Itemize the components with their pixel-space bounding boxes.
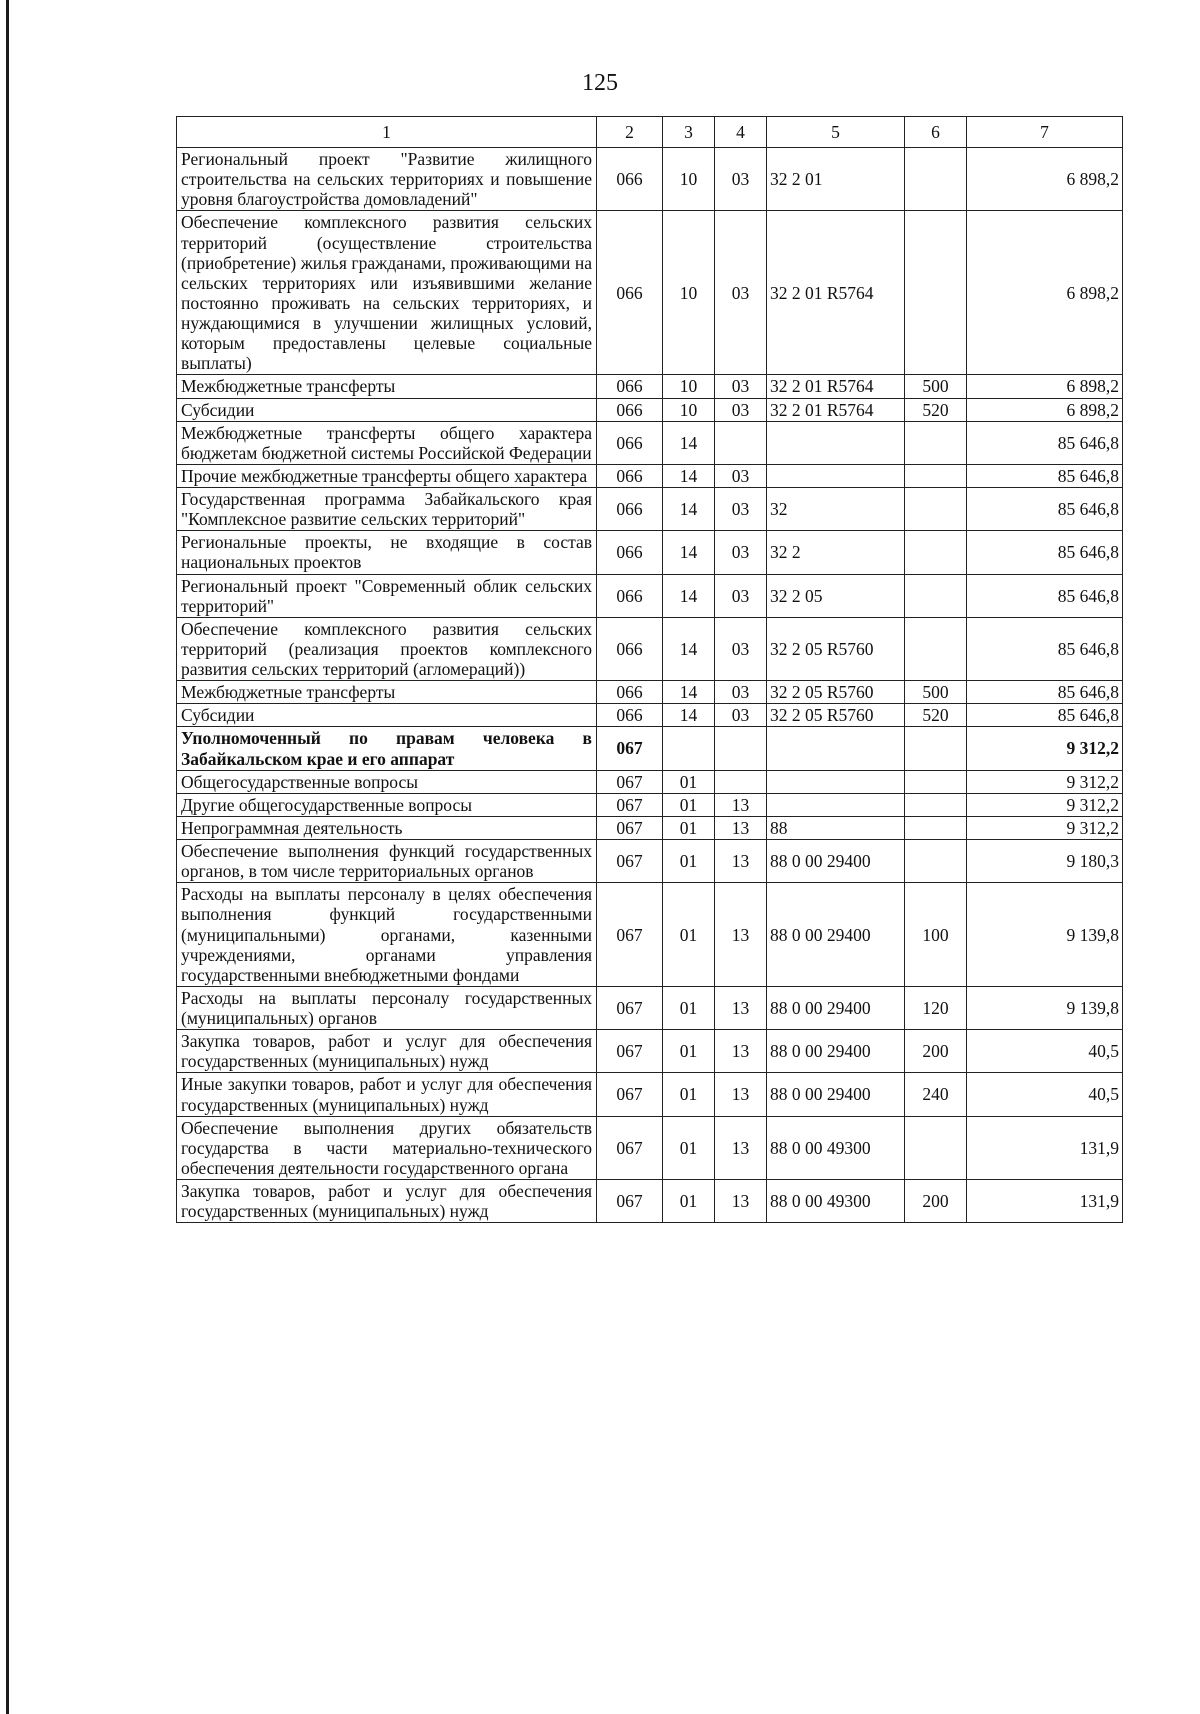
- row-name-cell: Субсидии: [177, 704, 597, 727]
- row-section-cell: 01: [663, 793, 715, 816]
- row-ministry-code-cell: 067: [597, 1073, 663, 1116]
- row-amount-cell: 6 898,2: [967, 148, 1123, 211]
- row-amount-cell: 40,5: [967, 1030, 1123, 1073]
- row-name-cell: Субсидии: [177, 398, 597, 421]
- table-row: [177, 375, 1123, 398]
- row-amount-cell: 85 646,8: [967, 681, 1123, 704]
- column-header-6: 6: [905, 117, 967, 148]
- row-target-article-cell: [767, 793, 905, 816]
- row-target-article-cell: 32 2 05: [767, 574, 905, 617]
- row-subsection-cell: 13: [715, 883, 767, 987]
- row-name-cell: Непрограммная деятельность: [177, 816, 597, 839]
- table-row: [177, 727, 1123, 770]
- row-name-cell: Региональный проект "Современный облик сельских территорий": [177, 574, 597, 617]
- row-section-cell: 10: [663, 148, 715, 211]
- row-ministry-code-cell: 066: [597, 681, 663, 704]
- row-ministry-code-cell: 067: [597, 1116, 663, 1179]
- row-target-article-cell: [767, 464, 905, 487]
- row-name-cell: Государственная программа Забайкальского края "Комплексное развитие сельских территорий": [177, 488, 597, 531]
- row-target-article-cell: [767, 421, 905, 464]
- scan-edge-line: [6, 0, 9, 1714]
- row-subsection-cell: 13: [715, 1116, 767, 1179]
- row-name-cell: Общегосударственные вопросы: [177, 770, 597, 793]
- row-target-article-cell: 88 0 00 49300: [767, 1116, 905, 1179]
- row-target-article-cell: 88 0 00 29400: [767, 986, 905, 1029]
- row-subsection-cell: 03: [715, 464, 767, 487]
- row-ministry-code-cell: 067: [597, 1180, 663, 1223]
- row-amount-cell: 6 898,2: [967, 398, 1123, 421]
- row-expense-type-cell: [905, 148, 967, 211]
- column-header-2: 2: [597, 117, 663, 148]
- row-ministry-code-cell: 067: [597, 883, 663, 987]
- table-row: [177, 1180, 1123, 1223]
- row-subsection-cell: 03: [715, 617, 767, 680]
- row-expense-type-cell: 520: [905, 704, 967, 727]
- row-subsection-cell: 13: [715, 816, 767, 839]
- row-subsection-cell: 03: [715, 681, 767, 704]
- row-target-article-cell: 32 2 01 R5764: [767, 398, 905, 421]
- row-section-cell: 01: [663, 840, 715, 883]
- row-ministry-code-cell: 066: [597, 704, 663, 727]
- row-target-article-cell: 32 2: [767, 531, 905, 574]
- row-expense-type-cell: [905, 793, 967, 816]
- row-expense-type-cell: [905, 770, 967, 793]
- row-subsection-cell: 13: [715, 793, 767, 816]
- table-row: [177, 986, 1123, 1029]
- row-ministry-code-cell: 067: [597, 840, 663, 883]
- row-expense-type-cell: [905, 727, 967, 770]
- row-section-cell: 10: [663, 398, 715, 421]
- row-name-cell: Иные закупки товаров, работ и услуг для обеспечения государственных (муниципальных) нужд: [177, 1073, 597, 1116]
- row-ministry-code-cell: 067: [597, 770, 663, 793]
- row-amount-cell: 85 646,8: [967, 464, 1123, 487]
- row-subsection-cell: [715, 770, 767, 793]
- row-amount-cell: 9 312,2: [967, 770, 1123, 793]
- row-section-cell: 01: [663, 1073, 715, 1116]
- row-target-article-cell: 32: [767, 488, 905, 531]
- row-ministry-code-cell: 067: [597, 1030, 663, 1073]
- row-subsection-cell: 03: [715, 574, 767, 617]
- row-amount-cell: 85 646,8: [967, 531, 1123, 574]
- row-expense-type-cell: 240: [905, 1073, 967, 1116]
- row-ministry-code-cell: 067: [597, 986, 663, 1029]
- row-name-cell: Расходы на выплаты персоналу в целях обеспечения выполнения функций государственными (муниципальными) органами, казенными учреждениями, органами управления государственными внебюджетными фондами: [177, 883, 597, 987]
- row-name-cell: Межбюджетные трансферты: [177, 681, 597, 704]
- row-subsection-cell: 03: [715, 211, 767, 375]
- row-name-cell: Уполномоченный по правам человека в Забайкальском крае и его аппарат: [177, 727, 597, 770]
- row-subsection-cell: 03: [715, 704, 767, 727]
- row-section-cell: 01: [663, 816, 715, 839]
- row-target-article-cell: 88 0 00 29400: [767, 883, 905, 987]
- row-expense-type-cell: [905, 211, 967, 375]
- table-row: [177, 883, 1123, 987]
- column-header-4: 4: [715, 117, 767, 148]
- row-ministry-code-cell: 067: [597, 793, 663, 816]
- row-section-cell: 14: [663, 704, 715, 727]
- row-target-article-cell: 32 2 05 R5760: [767, 681, 905, 704]
- row-name-cell: Межбюджетные трансферты общего характера бюджетам бюджетной системы Российской Федерации: [177, 421, 597, 464]
- row-amount-cell: 9 312,2: [967, 816, 1123, 839]
- row-subsection-cell: 13: [715, 840, 767, 883]
- row-amount-cell: 6 898,2: [967, 375, 1123, 398]
- row-section-cell: 01: [663, 1030, 715, 1073]
- row-target-article-cell: 32 2 05 R5760: [767, 617, 905, 680]
- row-amount-cell: 9 139,8: [967, 883, 1123, 987]
- row-target-article-cell: 32 2 01 R5764: [767, 211, 905, 375]
- row-amount-cell: 9 139,8: [967, 986, 1123, 1029]
- row-name-cell: Расходы на выплаты персоналу государственных (муниципальных) органов: [177, 986, 597, 1029]
- row-target-article-cell: 88 0 00 29400: [767, 1030, 905, 1073]
- table-row: [177, 211, 1123, 375]
- row-expense-type-cell: 500: [905, 375, 967, 398]
- row-section-cell: 10: [663, 375, 715, 398]
- row-expense-type-cell: 100: [905, 883, 967, 987]
- row-section-cell: [663, 727, 715, 770]
- row-subsection-cell: 13: [715, 986, 767, 1029]
- column-header-3: 3: [663, 117, 715, 148]
- row-name-cell: Другие общегосударственные вопросы: [177, 793, 597, 816]
- row-name-cell: Обеспечение комплексного развития сельских территорий (осуществление строительства (приобретение) жилья гражданами, проживающими на сельских территориях или изъявившими желание постоянно проживать на сельских территориях, и нуждающимися в улучшении жилищных условий, которым предоставлены целевые социальные выплаты): [177, 211, 597, 375]
- table-row: [177, 488, 1123, 531]
- row-target-article-cell: 88 0 00 49300: [767, 1180, 905, 1223]
- row-expense-type-cell: [905, 1116, 967, 1179]
- row-target-article-cell: [767, 727, 905, 770]
- row-expense-type-cell: [905, 574, 967, 617]
- row-name-cell: Закупка товаров, работ и услуг для обеспечения государственных (муниципальных) нужд: [177, 1030, 597, 1073]
- row-amount-cell: 6 898,2: [967, 211, 1123, 375]
- row-ministry-code-cell: 067: [597, 727, 663, 770]
- row-section-cell: 14: [663, 531, 715, 574]
- column-header-5: 5: [767, 117, 905, 148]
- row-name-cell: Обеспечение комплексного развития сельских территорий (реализация проектов комплексного развития сельских территорий (агломераций)): [177, 617, 597, 680]
- row-target-article-cell: [767, 770, 905, 793]
- table-row: [177, 816, 1123, 839]
- row-amount-cell: 9 312,2: [967, 793, 1123, 816]
- page-number: 125: [582, 70, 618, 96]
- row-ministry-code-cell: 066: [597, 617, 663, 680]
- row-ministry-code-cell: 066: [597, 421, 663, 464]
- row-section-cell: 14: [663, 681, 715, 704]
- row-name-cell: Обеспечение выполнения функций государственных органов, в том числе территориальных органов: [177, 840, 597, 883]
- row-section-cell: 01: [663, 1116, 715, 1179]
- row-amount-cell: 9 312,2: [967, 727, 1123, 770]
- row-section-cell: 01: [663, 986, 715, 1029]
- budget-table: [176, 116, 1123, 1223]
- row-amount-cell: 40,5: [967, 1073, 1123, 1116]
- column-header-1: 1: [177, 117, 597, 148]
- table-row: [177, 681, 1123, 704]
- table-row: [177, 398, 1123, 421]
- table-row: [177, 840, 1123, 883]
- row-ministry-code-cell: 066: [597, 464, 663, 487]
- row-section-cell: 01: [663, 1180, 715, 1223]
- row-subsection-cell: 13: [715, 1030, 767, 1073]
- row-ministry-code-cell: 066: [597, 488, 663, 531]
- row-expense-type-cell: 200: [905, 1180, 967, 1223]
- row-section-cell: 14: [663, 488, 715, 531]
- row-section-cell: 10: [663, 211, 715, 375]
- row-ministry-code-cell: 066: [597, 574, 663, 617]
- row-expense-type-cell: [905, 488, 967, 531]
- table-row: [177, 617, 1123, 680]
- row-target-article-cell: 32 2 05 R5760: [767, 704, 905, 727]
- row-amount-cell: 85 646,8: [967, 421, 1123, 464]
- table-row: [177, 1073, 1123, 1116]
- row-amount-cell: 85 646,8: [967, 704, 1123, 727]
- row-subsection-cell: 03: [715, 148, 767, 211]
- row-ministry-code-cell: 066: [597, 148, 663, 211]
- row-ministry-code-cell: 067: [597, 816, 663, 839]
- row-subsection-cell: 03: [715, 398, 767, 421]
- table-row: [177, 148, 1123, 211]
- row-subsection-cell: 13: [715, 1180, 767, 1223]
- row-subsection-cell: 03: [715, 375, 767, 398]
- row-amount-cell: 131,9: [967, 1180, 1123, 1223]
- table-header-row: [177, 117, 1123, 148]
- row-subsection-cell: 13: [715, 1073, 767, 1116]
- row-section-cell: 14: [663, 421, 715, 464]
- row-subsection-cell: [715, 421, 767, 464]
- row-target-article-cell: 32 2 01 R5764: [767, 375, 905, 398]
- table-row: [177, 793, 1123, 816]
- row-subsection-cell: 03: [715, 531, 767, 574]
- row-subsection-cell: 03: [715, 488, 767, 531]
- row-ministry-code-cell: 066: [597, 531, 663, 574]
- row-name-cell: Региональный проект "Развитие жилищного строительства на сельских территориях и повышение уровня благоустройства домовладений": [177, 148, 597, 211]
- row-ministry-code-cell: 066: [597, 375, 663, 398]
- row-name-cell: Межбюджетные трансферты: [177, 375, 597, 398]
- row-ministry-code-cell: 066: [597, 398, 663, 421]
- row-section-cell: 01: [663, 770, 715, 793]
- row-section-cell: 14: [663, 617, 715, 680]
- row-section-cell: 14: [663, 464, 715, 487]
- row-expense-type-cell: 500: [905, 681, 967, 704]
- row-target-article-cell: 32 2 01: [767, 148, 905, 211]
- row-expense-type-cell: 120: [905, 986, 967, 1029]
- row-expense-type-cell: [905, 421, 967, 464]
- column-header-7: 7: [967, 117, 1123, 148]
- row-expense-type-cell: [905, 617, 967, 680]
- table-row: [177, 574, 1123, 617]
- row-amount-cell: 9 180,3: [967, 840, 1123, 883]
- row-expense-type-cell: [905, 840, 967, 883]
- row-name-cell: Закупка товаров, работ и услуг для обеспечения государственных (муниципальных) нужд: [177, 1180, 597, 1223]
- table-row: [177, 704, 1123, 727]
- row-name-cell: Обеспечение выполнения других обязательств государства в части материально-технического обеспечения деятельности государственного органа: [177, 1116, 597, 1179]
- row-expense-type-cell: [905, 816, 967, 839]
- table-row: [177, 1030, 1123, 1073]
- table-row: [177, 421, 1123, 464]
- row-amount-cell: 85 646,8: [967, 617, 1123, 680]
- row-subsection-cell: [715, 727, 767, 770]
- table-row: [177, 531, 1123, 574]
- row-name-cell: Прочие межбюджетные трансферты общего характера: [177, 464, 597, 487]
- table-row: [177, 770, 1123, 793]
- row-expense-type-cell: [905, 464, 967, 487]
- row-section-cell: 01: [663, 883, 715, 987]
- row-amount-cell: 85 646,8: [967, 488, 1123, 531]
- row-target-article-cell: 88 0 00 29400: [767, 840, 905, 883]
- row-name-cell: Региональные проекты, не входящие в состав национальных проектов: [177, 531, 597, 574]
- row-target-article-cell: 88 0 00 29400: [767, 1073, 905, 1116]
- row-expense-type-cell: 200: [905, 1030, 967, 1073]
- row-amount-cell: 131,9: [967, 1116, 1123, 1179]
- table-row: [177, 464, 1123, 487]
- row-expense-type-cell: [905, 531, 967, 574]
- table-row: [177, 1116, 1123, 1179]
- row-amount-cell: 85 646,8: [967, 574, 1123, 617]
- row-section-cell: 14: [663, 574, 715, 617]
- row-expense-type-cell: 520: [905, 398, 967, 421]
- row-target-article-cell: 88: [767, 816, 905, 839]
- row-ministry-code-cell: 066: [597, 211, 663, 375]
